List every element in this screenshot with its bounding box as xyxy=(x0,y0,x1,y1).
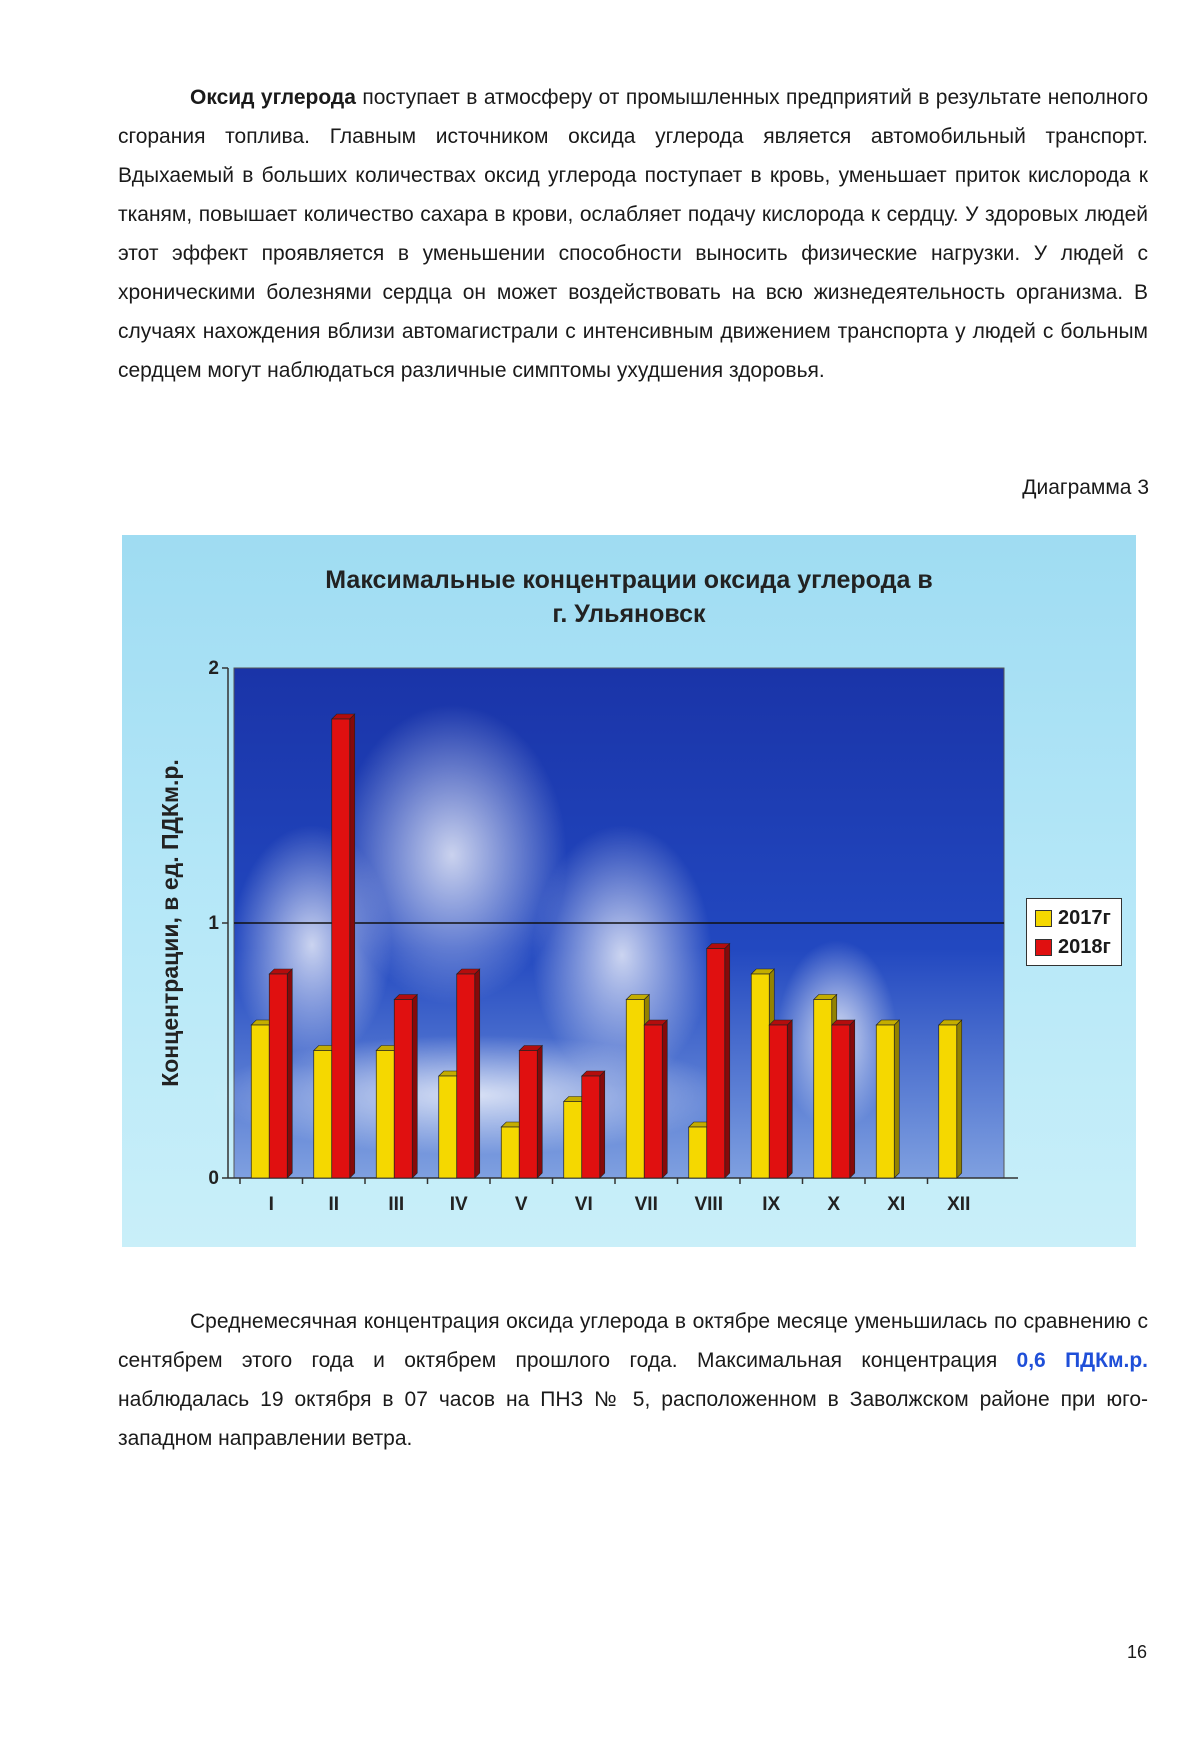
bar-I-2018г xyxy=(269,974,287,1178)
x-tick-label: VII xyxy=(634,1194,658,1215)
bar-side-VII-2018г xyxy=(662,1020,667,1178)
y-tick-label: 0 xyxy=(208,1168,219,1189)
bar-IX-2018г xyxy=(769,1025,787,1178)
paragraph-bold-lead: Оксид углерода xyxy=(190,86,356,109)
bar-IV-2018г xyxy=(457,974,475,1178)
paragraph-october-summary xyxy=(118,1302,1148,1458)
x-tick-label: I xyxy=(268,1194,274,1215)
bar-XII-2017г xyxy=(939,1025,957,1178)
legend-item-2018 xyxy=(1035,933,1121,962)
bar-side-X-2018г xyxy=(850,1020,855,1178)
bar-side-XI-2017г xyxy=(894,1020,899,1178)
legend-label-2018: 2018г xyxy=(1058,936,1111,958)
paragraph2-highlight-value: 0,6 ПДКм.р. xyxy=(1016,1349,1148,1372)
legend-swatch-2017 xyxy=(1035,910,1052,927)
x-tick-label: X xyxy=(827,1194,841,1215)
legend-label-2017: 2017г xyxy=(1058,907,1111,929)
x-tick-label: III xyxy=(388,1194,405,1215)
paragraph-body: поступает в атмосферу от промышленных предприятий в результате неполного сгорания топлива. Главным источником оксида углерода является автомобильный транспорт. Вдыхаемый в больших количествах оксид углерода поступает в кровь, уменьшает приток кислорода к тканям, повышает количество сахара в крови, ослабляет подачу кислорода к сердцу. У здоровых людей этот эффект проявляется в уменьшении способности выносить физические нагрузки. У людей с хроническими болезнями сердца он может воздействовать на всю жизнедеятельность организма. В случаях нахождения вблизи автомагистрали с интенсивным движением транспорта у людей с больным сердцем могут наблюдаться различные симптомы ухудшения здоровья. xyxy=(118,86,1148,382)
y-tick-label: 2 xyxy=(208,658,219,679)
bar-VII-2017г xyxy=(626,1000,644,1179)
bar-VI-2017г xyxy=(564,1102,582,1179)
x-tick-label: VI xyxy=(574,1194,593,1215)
x-tick-label: XI xyxy=(887,1194,906,1215)
bar-VIII-2018г xyxy=(707,949,725,1179)
legend-item-2017 xyxy=(1035,904,1121,933)
bar-side-IV-2018г xyxy=(475,969,480,1178)
bar-XI-2017г xyxy=(876,1025,894,1178)
bar-side-XII-2017г xyxy=(957,1020,962,1178)
bar-X-2017г xyxy=(814,1000,832,1179)
bar-V-2017г xyxy=(501,1127,519,1178)
bar-VII-2018г xyxy=(644,1025,662,1178)
chart-container xyxy=(122,535,1136,1247)
bar-III-2017г xyxy=(376,1051,394,1179)
chart-legend xyxy=(1026,898,1122,966)
bar-VI-2018г xyxy=(582,1076,600,1178)
x-tick-label: V xyxy=(514,1194,528,1215)
bar-II-2018г xyxy=(332,719,350,1178)
chart-title-line2: г. Ульяновск xyxy=(552,600,706,628)
bar-I-2017г xyxy=(251,1025,269,1178)
bar-VIII-2017г xyxy=(689,1127,707,1178)
bar-II-2017г xyxy=(314,1051,332,1179)
paragraph-carbon-monoxide xyxy=(118,78,1148,390)
chart-svg xyxy=(122,535,1136,1247)
x-tick-label: IX xyxy=(762,1194,781,1215)
legend-swatch-2018 xyxy=(1035,939,1052,956)
chart-title-line1: Максимальные концентрации оксида углерода в xyxy=(325,566,933,594)
bar-X-2018г xyxy=(832,1025,850,1178)
bar-side-VI-2018г xyxy=(600,1071,605,1178)
bar-IX-2017г xyxy=(751,974,769,1178)
x-tick-label: VIII xyxy=(694,1194,724,1215)
bar-side-II-2018г xyxy=(350,714,355,1178)
x-tick-label: II xyxy=(328,1194,340,1215)
bar-side-VIII-2018г xyxy=(725,944,730,1179)
y-axis-title: Концентрации, в ед. ПДКм.р. xyxy=(157,759,183,1087)
bar-V-2018г xyxy=(519,1051,537,1179)
bar-side-V-2018г xyxy=(537,1046,542,1179)
paragraph2-text-after: наблюдалась 19 октября в 07 часов на ПНЗ № 5, расположенном в Заволжском районе при юго-западном направлении ветра. xyxy=(118,1388,1148,1450)
x-tick-label: XII xyxy=(947,1194,971,1215)
x-tick-label: IV xyxy=(449,1194,468,1215)
y-tick-label: 1 xyxy=(208,913,219,934)
bar-side-IX-2018г xyxy=(787,1020,792,1178)
bar-side-I-2018г xyxy=(287,969,292,1178)
paragraph2-text-before: Среднемесячная концентрация оксида углерода в октябре месяце уменьшилась по сравнению с сентябрем этого года и октябрем прошлого года. Максимальная концентрация xyxy=(118,1310,1148,1372)
bar-III-2018г xyxy=(394,1000,412,1179)
bar-IV-2017г xyxy=(439,1076,457,1178)
bar-side-III-2018г xyxy=(412,995,417,1179)
diagram-label: Диаграмма 3 xyxy=(1022,476,1149,499)
page-number: 16 xyxy=(1126,1642,1147,1662)
